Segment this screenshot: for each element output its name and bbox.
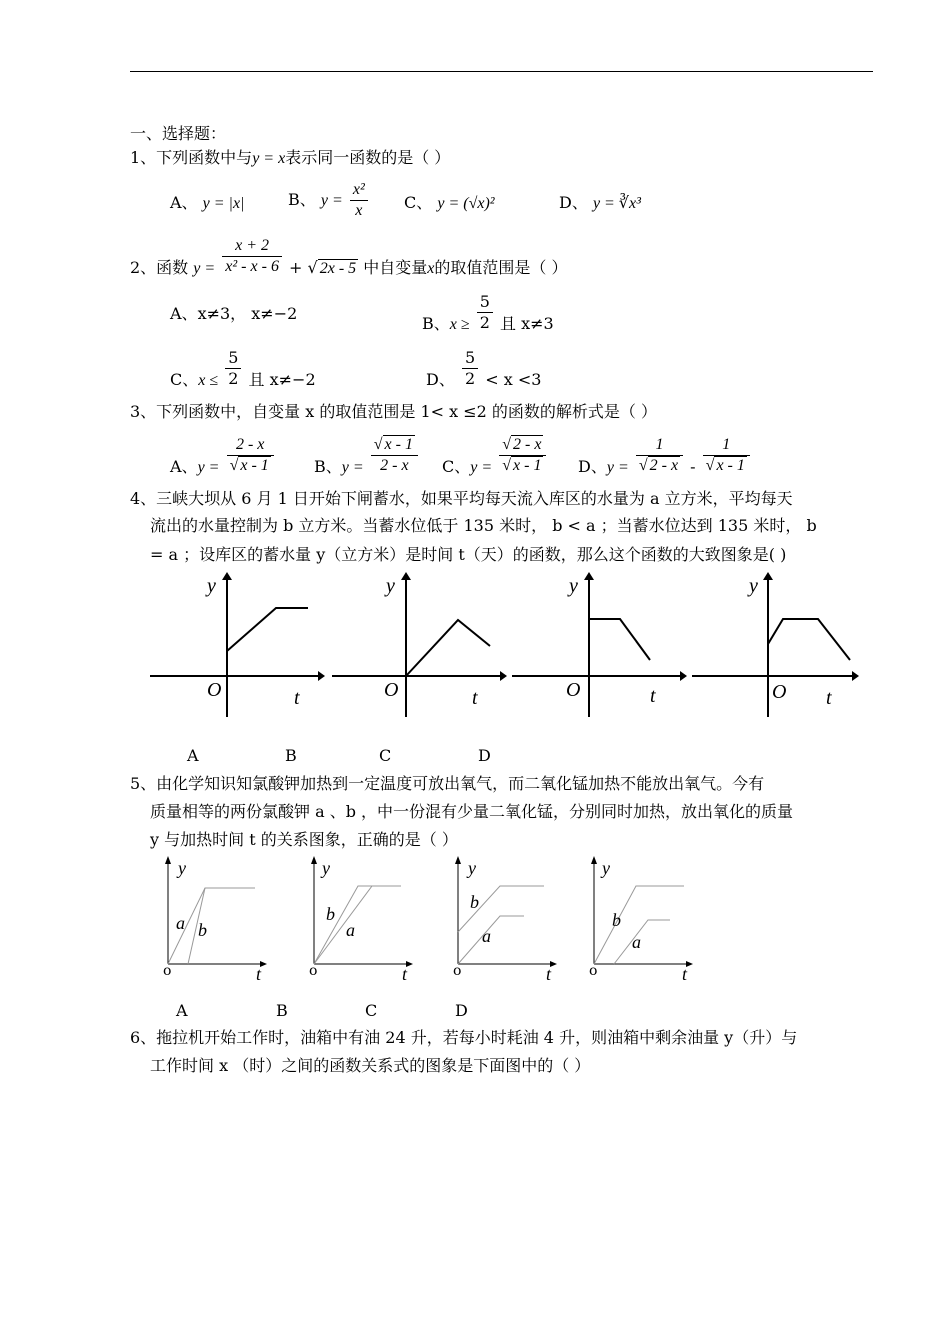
- section-title: 一、选择题：: [130, 124, 227, 143]
- axis-t-label: t: [294, 687, 300, 709]
- q4-graph-c: [512, 572, 687, 722]
- origin-label: o: [309, 963, 318, 979]
- q5-line-2: 质量相等的两份氯酸钾 a 、b ，中一份混有少量二氧化锰，分别同时加热，放出氧化的质量: [150, 802, 794, 821]
- q1-option-d: D、 y = ∛x³: [559, 193, 641, 212]
- q2-option-b: B、x ≥ $\frac{5}{2}$ 且 x≠3: [422, 292, 554, 333]
- q5-caption-c: C: [365, 1001, 378, 1020]
- q2-stem: 2、函数 y = $\frac{x + 2}{\text{x² - x - 6}}$ + √ 2x - 5 中自变量x的取值范围是（ ）: [130, 237, 568, 277]
- q4-caption-b: B: [285, 746, 297, 765]
- q4-caption-d: D: [478, 746, 491, 765]
- axis-t-label: t: [650, 685, 656, 707]
- origin-label: o: [453, 963, 462, 979]
- header-rule: [130, 71, 873, 72]
- q1-stem: 1、下列函数中与y = x表示同一函数的是（ ）: [130, 148, 451, 167]
- line-label-a: a: [632, 932, 641, 952]
- q4-line-2: 流出的水量控制为 b 立方米。当蓄水位低于 135 米时， b < a ；当蓄水位达到 135 米时， b: [150, 516, 817, 535]
- q4-graph-a: [150, 572, 325, 722]
- q2-option-d: D、 $\frac{5}{2}$ < x <3: [426, 348, 542, 389]
- axis-t-label: t: [682, 964, 688, 984]
- q5-graph-c: [450, 856, 570, 986]
- origin-label: O: [772, 681, 787, 703]
- line-label-a: a: [176, 913, 185, 933]
- q4-line-3: = a ；设库区的蓄水量 y（立方米）是时间 t（天）的函数，那么这个函数的大致图象是( ): [150, 545, 787, 564]
- line-label-a: a: [482, 926, 491, 946]
- q5-graph-a: [160, 856, 280, 986]
- q5-line-1: 5、由化学知识知氯酸钾加热到一定温度可放出氧气，而二氧化锰加热不能放出氧气。今有: [130, 774, 765, 793]
- q5-caption-b: B: [276, 1001, 288, 1020]
- axis-y-label: y: [178, 858, 186, 878]
- axis-t-label: t: [546, 964, 552, 984]
- q1-option-a: A、 y = |x|: [170, 193, 245, 212]
- axis-t-label: t: [826, 687, 832, 709]
- q3-option-c: C、y = $\frac{√ 2 - x}{√ x - 1}$: [442, 435, 548, 476]
- q2-option-a: A、x≠3， x≠−2: [170, 304, 298, 323]
- q4-graph-b: [332, 572, 507, 722]
- q3-stem: 3、下列函数中，自变量 x 的取值范围是 1< x ≤2 的函数的解析式是（ ）: [130, 402, 658, 421]
- q1-option-c: C、 y = (√x)²: [404, 193, 495, 212]
- q5-graph-d: [586, 856, 706, 986]
- origin-label: O: [566, 679, 581, 701]
- line-label-b: b: [612, 910, 621, 930]
- origin-label: O: [384, 679, 399, 701]
- q3-option-b: B、y = $\frac{√ x - 1}{2 - x}$: [314, 435, 420, 476]
- q4-caption-c: C: [379, 746, 392, 765]
- q5-caption-d: D: [455, 1001, 468, 1020]
- q1-option-b: B、 y = $\frac{\text{x²}}{x}$: [288, 180, 370, 221]
- q4-caption-a: A: [187, 746, 199, 765]
- line-label-b: b: [326, 904, 335, 924]
- q5-caption-a: A: [176, 1001, 188, 1020]
- axis-y-label: y: [749, 575, 758, 597]
- axis-t-label: t: [402, 964, 408, 984]
- q6-line-2: 工作时间 x （时）之间的函数关系式的图象是下面图中的（ ）: [150, 1056, 591, 1075]
- line-label-b: b: [198, 920, 207, 940]
- q5-line-3: y 与加热时间 t 的关系图象，正确的是（ ）: [150, 830, 458, 849]
- q5-graph-b: [306, 856, 426, 986]
- line-label-b: b: [470, 892, 479, 912]
- q3-option-a: A、y = $\frac{2 - x}{√ x - 1}$: [170, 435, 276, 476]
- axis-y-label: y: [386, 575, 395, 597]
- line-label-a: a: [346, 920, 355, 940]
- q3-option-d: D、y = $\frac{1}{√ 2 - x}$ - $\frac{1}{√ x - 1}$: [578, 435, 752, 476]
- axis-y-label: y: [322, 858, 330, 878]
- q2-option-c: C、x ≤ $\frac{5}{2}$ 且 x≠−2: [170, 348, 316, 389]
- axis-y-label: y: [207, 575, 216, 597]
- origin-label: o: [589, 963, 598, 979]
- q4-line-1: 4、三峡大坝从 6 月 1 日开始下闸蓄水，如果平均每天流入库区的水量为 a 立方米，平均每天: [130, 489, 793, 508]
- q4-graph-d: [692, 572, 867, 722]
- axis-t-label: t: [256, 964, 262, 984]
- axis-y-label: y: [468, 858, 476, 878]
- q6-line-1: 6、拖拉机开始工作时，油箱中有油 24 升，若每小时耗油 4 升，则油箱中剩余油量 y（升）与: [130, 1028, 798, 1047]
- axis-y-label: y: [569, 575, 578, 597]
- axis-t-label: t: [472, 687, 478, 709]
- origin-label: o: [163, 963, 172, 979]
- origin-label: O: [207, 679, 222, 701]
- axis-y-label: y: [602, 858, 610, 878]
